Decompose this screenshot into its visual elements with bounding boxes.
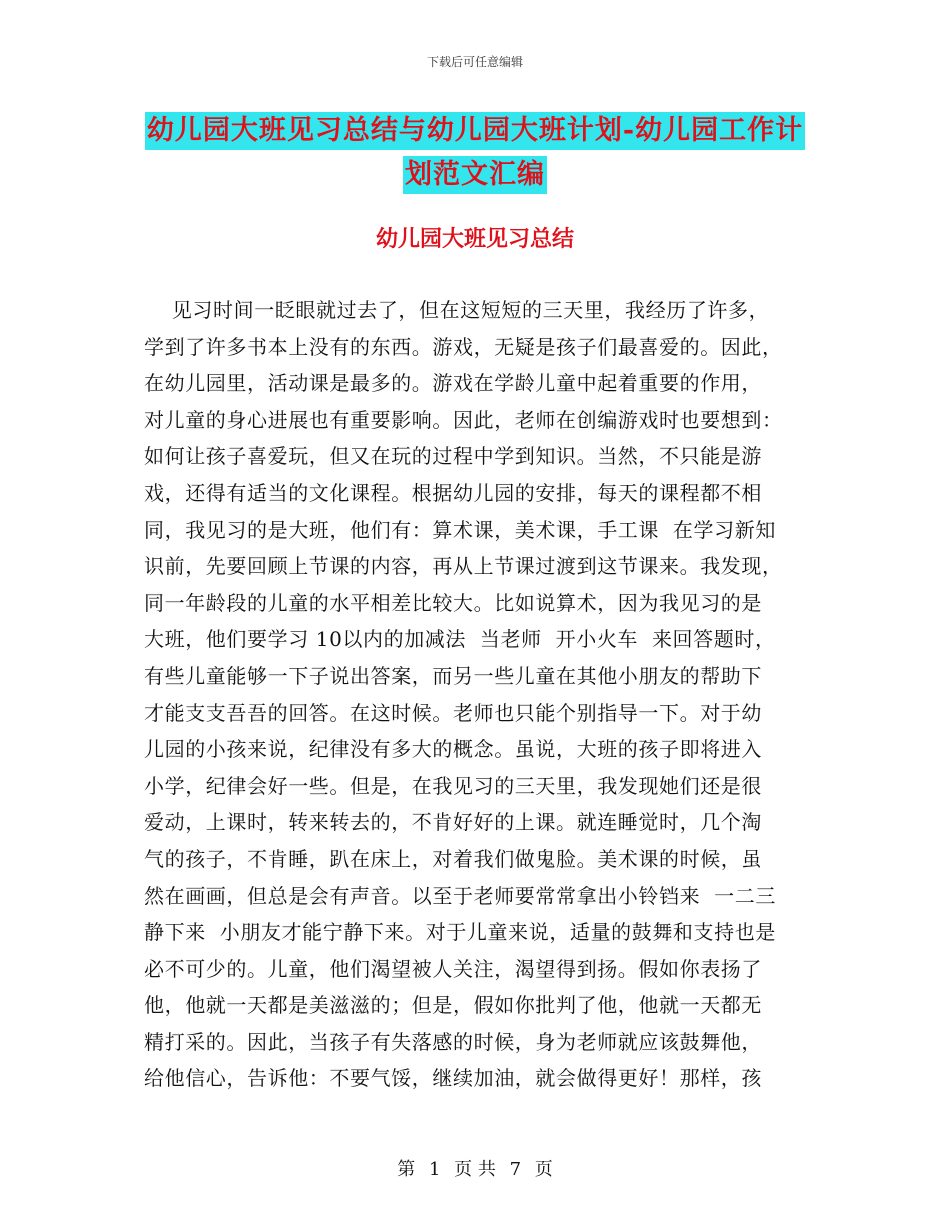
body-line: 戏，还得有适当的文化课程。根据幼儿园的安排，每天的课程都不相 [144,480,762,505]
body-line: 见习时间一眨眼就过去了，但在这短短的三天里，我经历了许多， [144,298,770,322]
body-line: 精打采的。因此，当孩子有失落感的时候，身为老师就应该鼓舞他， [144,1029,762,1054]
title-line-1: 幼儿园大班见习总结与幼儿园大班计划-幼儿园工作计 [145,112,805,150]
body-line: 同一年龄段的儿童的水平相差比较大。比如说算术，因为我见习的是 [144,590,762,615]
body-line: 大班，他们要学习 10以内的加减法 当老师 开小火车 来回答题时， [144,627,776,652]
document-title [0,112,950,200]
title-line-2: 划范文汇编 [403,156,547,194]
body-text [144,292,804,1097]
body-line: 气的孩子，不肯睡，趴在床上，对着我们做鬼脸。美术课的时候，虽 [144,846,762,871]
body-line: 小学，纪律会好一些。但是，在我见习的三天里，我发现她们还是很 [144,773,762,798]
body-line: 有些儿童能够一下子说出答案，而另一些儿童在其他小朋友的帮助下 [144,663,762,688]
footer-suffix: 页 [534,1159,553,1180]
footer-total-pages: 7 [509,1159,522,1180]
body-line: 在幼儿园里，活动课是最多的。游戏在学龄儿童中起着重要的作用， [144,371,762,396]
body-line: 爱动，上课时，转来转去的，不肯好好的上课。就连睡觉时，几个淘 [144,810,762,835]
body-line: 同，我见习的是大班，他们有：算术课，美术课，手工课 在学习新知 [144,517,776,542]
footer-prefix: 第 [397,1159,416,1180]
body-line: 学到了许多书本上没有的东西。游戏，无疑是孩子们最喜爱的。因此， [144,334,783,359]
body-line: 儿园的小孩来说，纪律没有多大的概念。虽说，大班的孩子即将进入 [144,737,762,762]
body-line: 他，他就一天都是美滋滋的；但是，假如你批判了他，他就一天都无 [144,993,762,1018]
page-footer [0,1155,950,1181]
body-line: 如何让孩子喜爱玩，但又在玩的过程中学到知识。当然，不只能是游 [144,444,762,469]
body-line: 然在画画，但总是会有声音。以至于老师要常常拿出小铃铛来 一二三 [144,883,776,908]
body-line: 对儿童的身心进展也有重要影响。因此，老师在创编游戏时也要想到： [144,407,783,432]
header-note: 下载后可任意编辑 [426,55,523,69]
footer-page-number: 1 [428,1159,441,1180]
body-line: 必不可少的。儿童，他们渴望被人关注，渴望得到扬。假如你表扬了 [144,956,762,981]
body-line: 给他信心，告诉他：不要气馁，继续加油，就会做得更好！那样，孩 [144,1066,762,1091]
body-line: 识前，先要回顾上节课的内容，再从上节课过渡到这节课来。我发现， [144,554,783,579]
section-title: 幼儿园大班见习总结 [375,226,574,252]
footer-middle: 页 共 [454,1159,496,1180]
body-line: 才能支支吾吾的回答。在这时候。老师也只能个别指导一下。对于幼 [144,700,762,725]
body-line: 静下来 小朋友才能宁静下来。对于儿童来说，适量的鼓舞和支持也是 [144,920,776,945]
